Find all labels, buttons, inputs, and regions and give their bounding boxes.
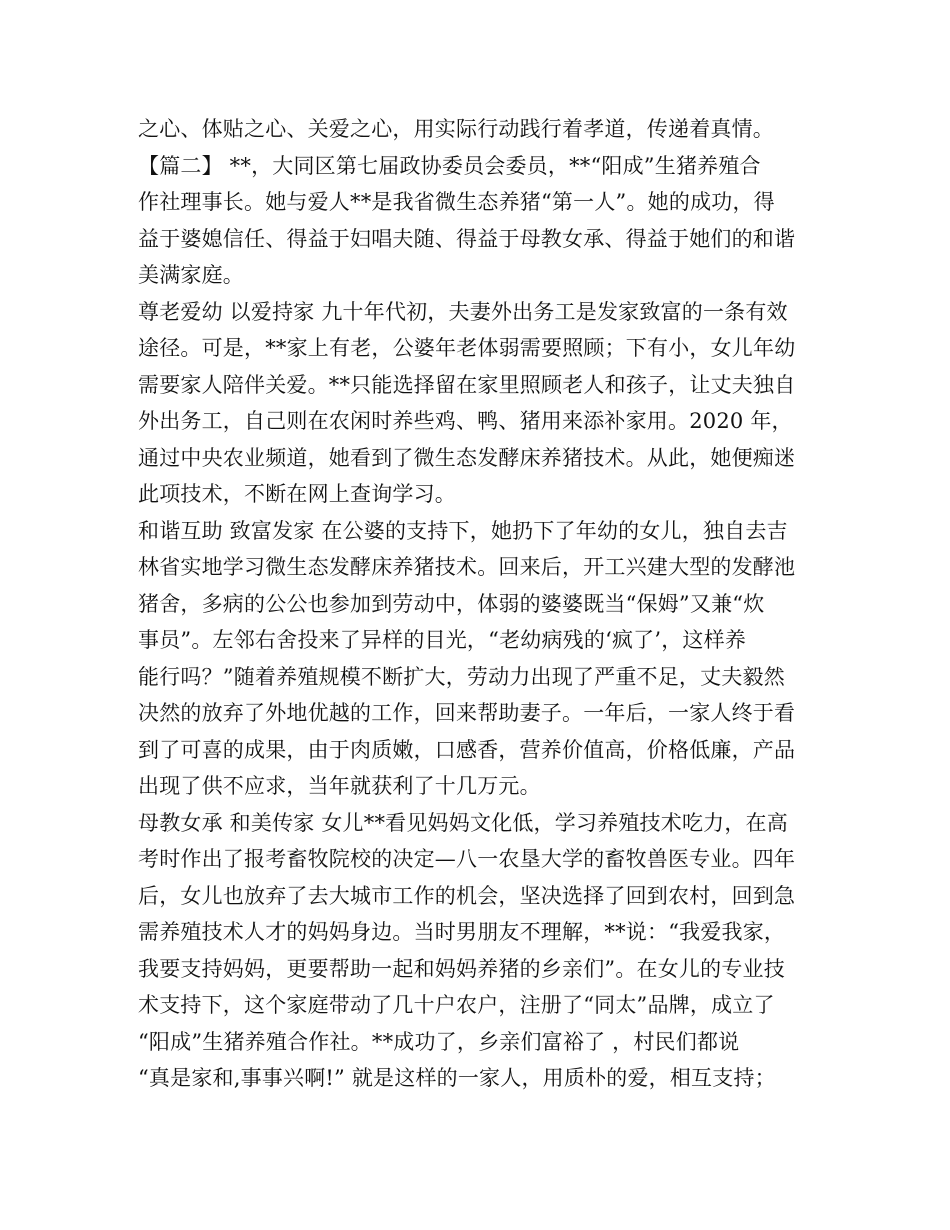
text-line: 事员”。左邻右舍投来了异样的目光，“老幼病残的‘疯了’，这样养 — [138, 628, 747, 652]
text-line: 需养殖技术人才的妈妈身边。当时男朋友不理解，**说：“我爱我家， — [138, 920, 786, 944]
text-line: 术支持下，这个家庭带动了几十户农户，注册了“同太”品牌，成立了 — [138, 993, 775, 1017]
text-line: 后，女儿也放弃了去大城市工作的机会，坚决选择了回到农村，回到急 — [138, 883, 796, 908]
text-line: “阳成”生猪养殖合作社。**成功了，乡亲们富裕了 ，村民们都说 — [138, 1029, 740, 1054]
text-line: 美满家庭。 — [138, 263, 244, 287]
document-body — [138, 111, 828, 1097]
text-line: 能行吗？”随着养殖规模不断扩大，劳动力出现了严重不足，丈夫毅然 — [138, 664, 785, 689]
text-line: 到了可喜的成果，由于肉质嫩，口感香，营养价值高，价格低廉，产品 — [138, 737, 796, 762]
text-line: 尊老爱幼 以爱持家 九十年代初，夫妻外出务工是发家致富的一条有效 — [138, 299, 788, 324]
text-line: 途径。可是，**家上有老，公婆年老体弱需要照顾；下有小，女儿年幼 — [138, 336, 796, 360]
text-line: 决然的放弃了外地优越的工作，回来帮助妻子。一年后，一家人终于看 — [138, 701, 796, 725]
text-line: 益于婆媳信任、得益于妇唱夫随、得益于母教女承、得益于她们的和谐 — [138, 226, 796, 251]
text-line: 需要家人陪伴关爱。**只能选择留在家里照顾老人和孩子，让丈夫独自 — [138, 372, 796, 397]
text-line: 作社理事长。她与爱人**是我省微生态养猪“第一人”。她的成功，得 — [138, 190, 775, 214]
text-line: 考时作出了报考畜牧院校的决定—八一农垦大学的畜牧兽医专业。四年 — [138, 847, 796, 871]
text-line: 和谐互助 致富发家 在公婆的支持下，她扔下了年幼的女儿，独自去吉 — [138, 518, 788, 543]
text-line: 出现了供不应求，当年就获利了十几万元。 — [138, 774, 541, 798]
text-line: 猪舍，多病的公公也参加到劳动中，体弱的婆婆既当“保姆”又兼“炊 — [138, 591, 765, 616]
text-line: 我要支持妈妈，更要帮助一起和妈妈养猪的乡亲们”。在女儿的专业技 — [138, 956, 785, 981]
text-line: 外出务工，自己则在农闲时养些鸡、鸭、猪用来添补家用。2020 年， — [138, 409, 793, 433]
text-line: 林省实地学习微生态发酵床养猪技术。回来后，开工兴建大型的发酵池 — [138, 555, 796, 579]
text-line: 此项技术，不断在网上查询学习。 — [138, 482, 456, 506]
text-line: “真是家和,事事兴啊!” 就是这样的一家人，用质朴的爱，相互支持； — [138, 1066, 776, 1090]
text-line: 【篇二】 **，大同区第七届政协委员会委员，**“阳成”生猪养殖合 — [138, 153, 761, 178]
text-line: 通过中央农业频道，她看到了微生态发酵床养猪技术。从此，她便痴迷 — [138, 445, 796, 470]
text-line: 之心、体贴之心、关爱之心，用实际行动践行着孝道，传递着真情。 — [138, 117, 774, 141]
text-line: 母教女承 和美传家 女儿**看见妈妈文化低，学习养殖技术吃力，在高 — [138, 810, 788, 835]
